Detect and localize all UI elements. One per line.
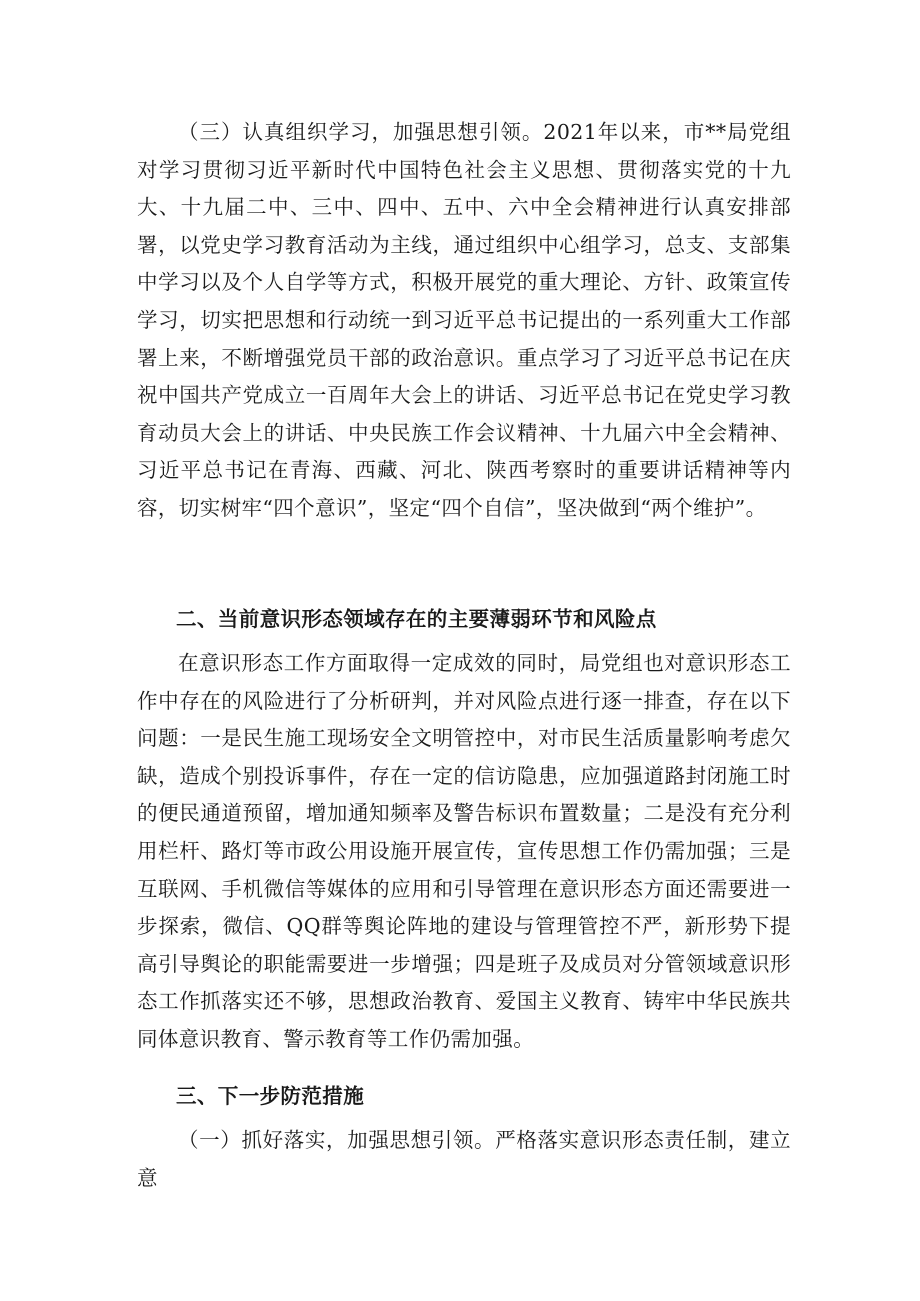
- body-paragraph-study: （三）认真组织学习，加强思想引领。2021年以来，市**局党组对学习贯彻习近平新时代中国特色社会主义思想、贯彻落实党的十九大、十九届二中、三中、四中、五中、六中全会精神进行认真安排部署，以党史学习教育活动为主线，通过组织中心组学习，总支、支部集中学习以及个人自学等方式，积极开展党的重大理论、方针、政策宣传学习，切实把思想和行动统一到习近平总书记提出的一系列重大工作部署上来，不断增强党员干部的政治意识。重点学习了习近平总书记在庆祝中国共产党成立一百周年大会上的讲话、习近平总书记在党史学习教育动员大会上的讲话、中央民族工作会议精神、十九届六中全会精神、习近平总书记在青海、西藏、河北、陕西考察时的重要讲话精神等内容，切实树牢“四个意识”，坚定“四个自信”，坚决做到“两个维护”。: [137, 120, 791, 520]
- body-paragraph-risks: 在意识形态工作方面取得一定成效的同时，局党组也对意识形态工作中存在的风险进行了分析研判，并对风险点进行逐一排查，存在以下问题：一是民生施工现场安全文明管控中，对市民生活质量影响考虑欠缺，造成个别投诉事件，存在一定的信访隐患，应加强道路封闭施工时的便民通道预留，增加通知频率及警告标识布置数量；二是没有充分利用栏杆、路灯等市政公用设施开展宣传，宣传思想工作仍需加强；三是互联网、手机微信等媒体的应用和引导管理在意识形态方面还需要进一步探索，微信、QQ群等舆论阵地的建设与管理管控不严，新形势下提高引导舆论的职能需要进一步增强；四是班子及成员对分管领域意识形态工作抓落实还不够，思想政治教育、爱国主义教育、铸牢中华民族共同体意识教育、警示教育等工作仍需加强。: [137, 651, 791, 1051]
- body-paragraph-measures: （一）抓好落实，加强思想引领。严格落实意识形态责任制，建立意: [137, 1128, 791, 1190]
- section-heading-next-steps: 三、下一步防范措施: [176, 1084, 365, 1108]
- section-heading-weak-points: 二、当前意识形态领域存在的主要薄弱环节和风险点: [176, 607, 657, 631]
